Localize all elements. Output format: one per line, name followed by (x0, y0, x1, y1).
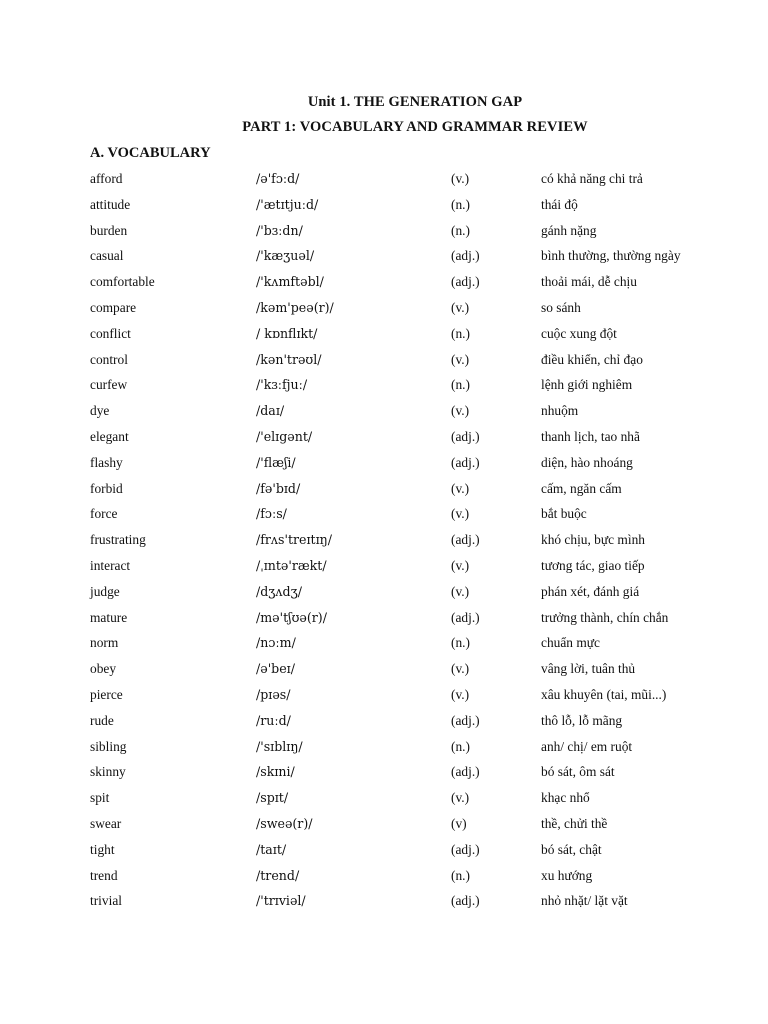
vocab-pronunciation: /ə'beɪ/ (256, 661, 295, 677)
vocab-pronunciation: /ə'fɔːd/ (256, 171, 300, 186)
vocab-part-of-speech: (n.) (451, 222, 470, 238)
vocab-part-of-speech: (v) (451, 815, 467, 831)
vocab-part-of-speech: (adj.) (451, 454, 480, 470)
vocab-pronunciation: /taɪt/ (256, 841, 287, 857)
vocab-pronunciation: /fɔːs/ (256, 506, 287, 522)
vocab-row (90, 351, 740, 377)
vocab-word: mature (90, 609, 128, 625)
vocab-pronunciation: /'kʌmftəbl/ (256, 274, 324, 290)
vocab-pronunciation: /'elɪgənt/ (256, 428, 313, 444)
vocab-meaning: tương tác, giao tiếp (541, 557, 645, 573)
vocab-row (90, 299, 740, 325)
vocab-part-of-speech: (adj.) (451, 841, 480, 857)
vocab-pronunciation: /mə'tʃʊə(r)/ (256, 609, 327, 625)
vocab-word: forbid (90, 480, 123, 496)
vocab-pronunciation: /skɪni/ (256, 764, 295, 780)
vocab-meaning: khạc nhổ (541, 790, 590, 806)
vocab-part-of-speech: (n.) (451, 738, 470, 754)
vocab-word: trend (90, 867, 118, 883)
vocab-row (90, 841, 740, 867)
vocab-pronunciation: /ˌɪntə'rækt/ (256, 557, 327, 573)
vocab-row (90, 505, 740, 531)
vocab-meaning: vâng lời, tuân thủ (541, 661, 636, 677)
vocab-pronunciation: /'ætɪtjuːd/ (256, 196, 319, 212)
vocab-part-of-speech: (v.) (451, 506, 470, 522)
vocab-pronunciation: /'kɜːfjuː/ (256, 377, 308, 393)
vocab-meaning: diện, hào nhoáng (541, 454, 633, 470)
vocab-word: conflict (90, 325, 131, 341)
vocab-pronunciation: /trend/ (256, 867, 300, 883)
vocab-word: force (90, 506, 118, 522)
vocab-meaning: xu hướng (541, 867, 593, 883)
vocab-word: comfortable (90, 274, 155, 290)
vocab-word: compare (90, 299, 137, 315)
vocab-pronunciation: /frʌs'treɪtɪŋ/ (256, 532, 332, 548)
vocab-word: afford (90, 171, 123, 186)
vocab-part-of-speech: (v.) (451, 790, 470, 806)
vocab-meaning: thanh lịch, tao nhã (541, 428, 640, 444)
vocab-row (90, 634, 740, 660)
vocab-part-of-speech: (adj.) (451, 274, 480, 290)
vocab-row (90, 273, 740, 299)
vocab-part-of-speech: (adj.) (451, 532, 480, 548)
vocab-part-of-speech: (n.) (451, 867, 470, 883)
vocab-row (90, 789, 740, 815)
vocab-part-of-speech: (n.) (451, 325, 470, 341)
vocab-pronunciation: /nɔːm/ (256, 635, 296, 651)
vocab-row (90, 867, 740, 893)
vocab-meaning: thoải mái, dễ chịu (541, 274, 637, 290)
vocab-meaning: chuẩn mực (541, 635, 600, 651)
vocab-meaning: cuộc xung đột (541, 325, 617, 341)
vocab-row (90, 815, 740, 841)
vocab-meaning: bắt buộc (541, 506, 587, 522)
vocab-row (90, 428, 740, 454)
vocab-meaning: trưởng thành, chín chắn (541, 609, 669, 625)
vocab-word: casual (90, 248, 124, 264)
vocab-word: curfew (90, 377, 128, 393)
vocab-part-of-speech: (v.) (451, 403, 470, 419)
vocab-word: pierce (90, 686, 123, 702)
vocab-word: obey (90, 661, 117, 677)
unit-title: Unit 1. THE GENERATION GAP (307, 94, 523, 110)
vocab-meaning: điều khiển, chỉ đạo (541, 351, 643, 367)
vocab-word: tight (90, 841, 115, 857)
vocab-pronunciation: /spɪt/ (256, 790, 289, 806)
vocab-meaning: gánh nặng (541, 222, 597, 238)
vocab-word: rude (90, 712, 114, 728)
vocab-part-of-speech: (v.) (451, 661, 470, 677)
vocab-row (90, 557, 740, 583)
vocab-meaning: lệnh giới nghiêm (541, 377, 633, 393)
vocab-word: norm (90, 635, 119, 651)
vocab-part-of-speech: (v.) (451, 299, 470, 315)
vocab-word: dye (90, 403, 110, 419)
vocab-part-of-speech: (v.) (451, 686, 470, 702)
vocab-part-of-speech: (adj.) (451, 712, 480, 728)
vocab-meaning: xâu khuyên (tai, mũi...) (541, 686, 667, 702)
vocab-word: interact (90, 557, 131, 573)
vocab-part-of-speech: (adj.) (451, 764, 480, 780)
vocab-meaning: nhuộm (541, 403, 579, 419)
vocab-word: swear (90, 815, 122, 831)
vocab-word: frustrating (90, 532, 146, 548)
vocab-row (90, 531, 740, 557)
vocab-part-of-speech: (v.) (451, 480, 470, 496)
vocab-pronunciation: /daɪ/ (256, 403, 285, 419)
vocab-meaning: bó sát, chật (541, 841, 602, 857)
vocab-word: flashy (90, 454, 123, 470)
vocab-meaning: anh/ chị/ em ruột (541, 738, 633, 754)
vocab-row (90, 376, 740, 402)
vocab-row (90, 325, 740, 351)
vocab-row (90, 609, 740, 635)
vocab-part-of-speech: (v.) (451, 583, 470, 599)
vocab-pronunciation: /sweə(r)/ (256, 815, 313, 831)
vocab-row (90, 196, 740, 222)
vocab-pronunciation: /kəm'peə(r)/ (256, 299, 334, 315)
vocab-pronunciation: /kən'trəʊl/ (256, 351, 322, 367)
part-title: PART 1: VOCABULARY AND GRAMMAR REVIEW (242, 119, 588, 135)
vocab-pronunciation: /fə'bɪd/ (256, 480, 301, 496)
vocab-word: sibling (90, 738, 127, 754)
vocab-word: skinny (90, 764, 126, 780)
vocab-row (90, 170, 740, 196)
vocab-meaning: thái độ (541, 196, 578, 212)
vocab-part-of-speech: (v.) (451, 171, 470, 186)
vocab-row (90, 686, 740, 712)
vocab-part-of-speech: (v.) (451, 557, 470, 573)
vocab-pronunciation: /'trɪviəl/ (256, 893, 306, 909)
vocab-part-of-speech: (n.) (451, 635, 470, 651)
vocab-pronunciation: / kɒnflɪkt/ (256, 325, 318, 341)
vocab-row (90, 892, 740, 918)
vocab-pronunciation: /pɪəs/ (256, 686, 291, 702)
vocab-pronunciation: /dʒʌdʒ/ (256, 583, 302, 599)
vocab-word: control (90, 351, 128, 367)
vocab-meaning: có khả năng chi trả (541, 171, 643, 186)
vocab-part-of-speech: (adj.) (451, 248, 480, 264)
vocab-meaning: cấm, ngăn cấm (541, 480, 622, 496)
vocab-part-of-speech: (v.) (451, 351, 470, 367)
vocab-row (90, 763, 740, 789)
vocab-word: elegant (90, 428, 129, 444)
vocab-part-of-speech: (adj.) (451, 893, 480, 909)
vocab-row (90, 480, 740, 506)
vocab-word: trivial (90, 893, 122, 909)
vocab-row (90, 247, 740, 273)
vocabulary-table (90, 170, 740, 918)
vocab-meaning: so sánh (541, 299, 581, 315)
vocab-part-of-speech: (n.) (451, 377, 470, 393)
vocab-row (90, 660, 740, 686)
vocab-row (90, 712, 740, 738)
vocab-meaning: thề, chửi thề (541, 815, 608, 831)
vocab-part-of-speech: (adj.) (451, 428, 480, 444)
vocab-meaning: phán xét, đánh giá (541, 583, 640, 599)
vocab-pronunciation: /'kæʒuəl/ (256, 248, 315, 264)
vocab-part-of-speech: (adj.) (451, 609, 480, 625)
vocab-word: judge (90, 583, 120, 599)
vocab-row (90, 454, 740, 480)
vocab-part-of-speech: (n.) (451, 196, 470, 212)
vocab-meaning: bình thường, thường ngày (541, 248, 681, 264)
vocab-row (90, 402, 740, 428)
vocab-word: burden (90, 222, 128, 238)
vocab-pronunciation: /ruːd/ (256, 712, 291, 728)
vocab-pronunciation: /'flæʃi/ (256, 454, 296, 470)
vocab-word: spit (90, 790, 110, 806)
vocab-row (90, 583, 740, 609)
vocab-pronunciation: /'sɪblɪŋ/ (256, 738, 303, 754)
vocab-pronunciation: /'bɜːdn/ (256, 222, 303, 238)
vocab-word: attitude (90, 196, 131, 212)
vocab-meaning: nhỏ nhặt/ lặt vặt (541, 893, 628, 909)
vocab-row (90, 222, 740, 248)
vocab-meaning: thô lỗ, lỗ mãng (541, 712, 623, 728)
vocab-meaning: khó chịu, bực mình (541, 532, 645, 548)
vocab-row (90, 738, 740, 764)
vocab-meaning: bó sát, ôm sát (541, 764, 615, 780)
section-heading: A. VOCABULARY (90, 145, 211, 161)
